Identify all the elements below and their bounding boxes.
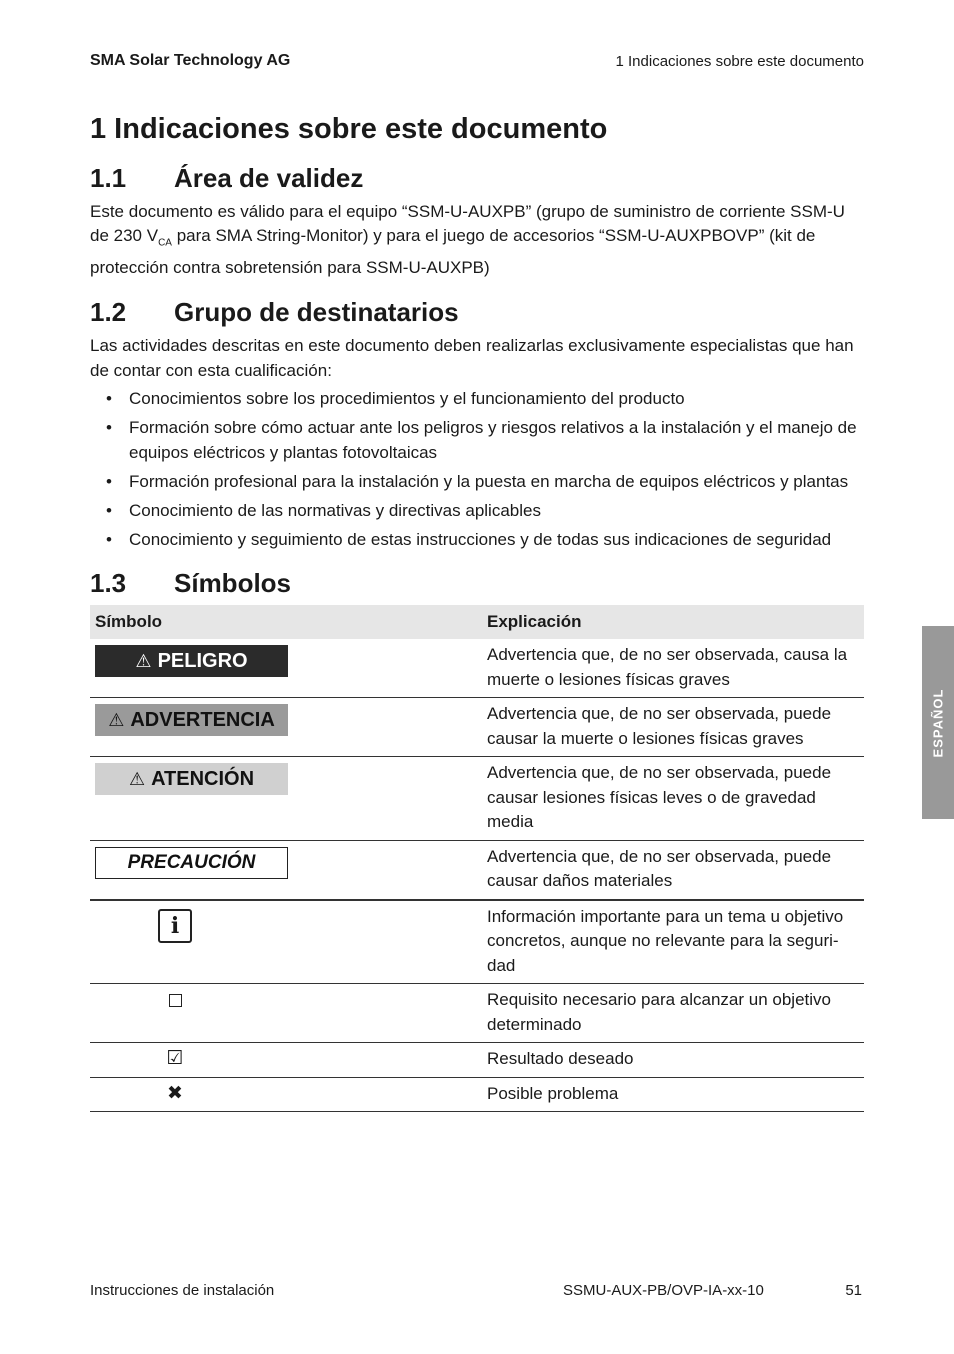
table-row bbox=[90, 984, 864, 1043]
validity-subscript: CA bbox=[158, 237, 172, 249]
explanation-cell: Información importante para un tema u objetivo concretos, aunque no relevante para la seguri-dad bbox=[482, 900, 864, 984]
checkbox-empty-icon bbox=[169, 994, 182, 1007]
cross-icon: ✖ bbox=[167, 1082, 183, 1104]
footer-doc-type: Instrucciones de instalación bbox=[90, 1282, 275, 1299]
checkbox-checked-icon: ☑ bbox=[166, 1048, 184, 1070]
section-symbols-heading bbox=[90, 568, 864, 599]
section-number: 1.1 bbox=[90, 162, 127, 193]
peligro-label bbox=[95, 645, 288, 677]
language-tab-label: ESPAÑOL bbox=[930, 688, 946, 757]
validity-text-part: para SMA String-Monitor) y para el juego de accesorios “SSM-U-AUXPBOVP” (kit de protección contra sobretensión para SSM-U-AUXPB) bbox=[90, 226, 816, 278]
atencion-label bbox=[95, 763, 288, 795]
advertencia-label bbox=[95, 704, 288, 736]
explanation-cell: Advertencia que, de no ser observada, puede causar la muerte o lesiones físicas graves bbox=[482, 698, 864, 757]
explanation-cell: Advertencia que, de no ser observada, puede causar lesiones físicas leves o de gravedad media bbox=[482, 757, 864, 841]
validity-text-part: Este documento es válido para el equipo “SSM-U-AUXPB” (grupo de suministro de corriente SSM-U de 230 V bbox=[90, 201, 845, 246]
page-number: 51 bbox=[845, 1282, 862, 1299]
validity-text bbox=[90, 200, 864, 281]
list-item: • Formación profesional para la instalación y la puesta en marcha de equipos eléctricos y plantas bbox=[90, 470, 864, 495]
list-item: • Formación sobre cómo actuar ante los peligros y riesgos relativos a la instalación y el manejo de equipos eléctricos y plantas fotovoltaicas bbox=[90, 416, 864, 465]
table-row bbox=[90, 840, 864, 900]
explanation-cell: Resultado deseado bbox=[482, 1043, 864, 1078]
section-number: 1.2 bbox=[90, 296, 127, 327]
section-title: Símbolos bbox=[174, 568, 292, 599]
warning-triangle-icon: ⚠ bbox=[108, 710, 125, 730]
section-title: Grupo de destinatarios bbox=[174, 296, 459, 327]
col-symbol-header: Símbolo bbox=[90, 605, 482, 639]
table-row bbox=[90, 1077, 864, 1112]
symbols-table bbox=[90, 605, 864, 1112]
explanation-cell: Advertencia que, de no ser observada, puede causar daños materiales bbox=[482, 840, 864, 900]
table-row bbox=[90, 1043, 864, 1078]
list-item: • Conocimiento y seguimiento de estas instrucciones y de todas sus indicaciones de seguridad bbox=[90, 528, 864, 553]
section-number: 1.3 bbox=[90, 568, 127, 599]
precaucion-label: PRECAUCIÓN bbox=[95, 847, 288, 879]
explanation-cell: Requisito necesario para alcanzar un objetivo determinado bbox=[482, 984, 864, 1043]
qualification-list bbox=[90, 387, 864, 552]
header-chapter: 1 Indicaciones sobre este documento bbox=[615, 53, 864, 70]
footer-doc-code: SSMU-AUX-PB/OVP-IA-xx-10 bbox=[563, 1282, 764, 1299]
explanation-cell: Advertencia que, de no ser observada, causa la muerte o lesiones físicas graves bbox=[482, 639, 864, 698]
list-item: • Conocimiento de las normativas y directivas aplicables bbox=[90, 499, 864, 524]
table-header-row bbox=[90, 605, 864, 639]
label-text: PELIGRO bbox=[157, 650, 248, 672]
table-row bbox=[90, 900, 864, 984]
header-company: SMA Solar Technology AG bbox=[90, 52, 291, 69]
page-content bbox=[90, 112, 864, 1112]
label-text: ATENCIÓN bbox=[151, 768, 255, 790]
label-text: ADVERTENCIA bbox=[130, 709, 275, 731]
col-explanation-header: Explicación bbox=[482, 605, 864, 639]
chapter-title: 1 Indicaciones sobre este documento bbox=[90, 113, 608, 145]
table-row bbox=[90, 639, 864, 698]
audience-intro: Las actividades descritas en este documento deben realizarlas exclusivamente especialistas que han de contar con esta cualificación: bbox=[90, 336, 854, 380]
language-tab bbox=[922, 626, 954, 819]
table-row bbox=[90, 757, 864, 841]
section-title: Área de validez bbox=[174, 162, 364, 193]
section-validity-heading bbox=[90, 163, 864, 194]
list-item: • Conocimientos sobre los procedimientos y el funcionamiento del producto bbox=[90, 387, 864, 412]
explanation-cell: Posible problema bbox=[482, 1077, 864, 1112]
section-audience-heading bbox=[90, 297, 864, 328]
warning-triangle-icon: ⚠ bbox=[135, 651, 152, 671]
table-row bbox=[90, 698, 864, 757]
warning-triangle-icon: ⚠ bbox=[128, 769, 146, 789]
info-icon: i bbox=[158, 909, 192, 943]
